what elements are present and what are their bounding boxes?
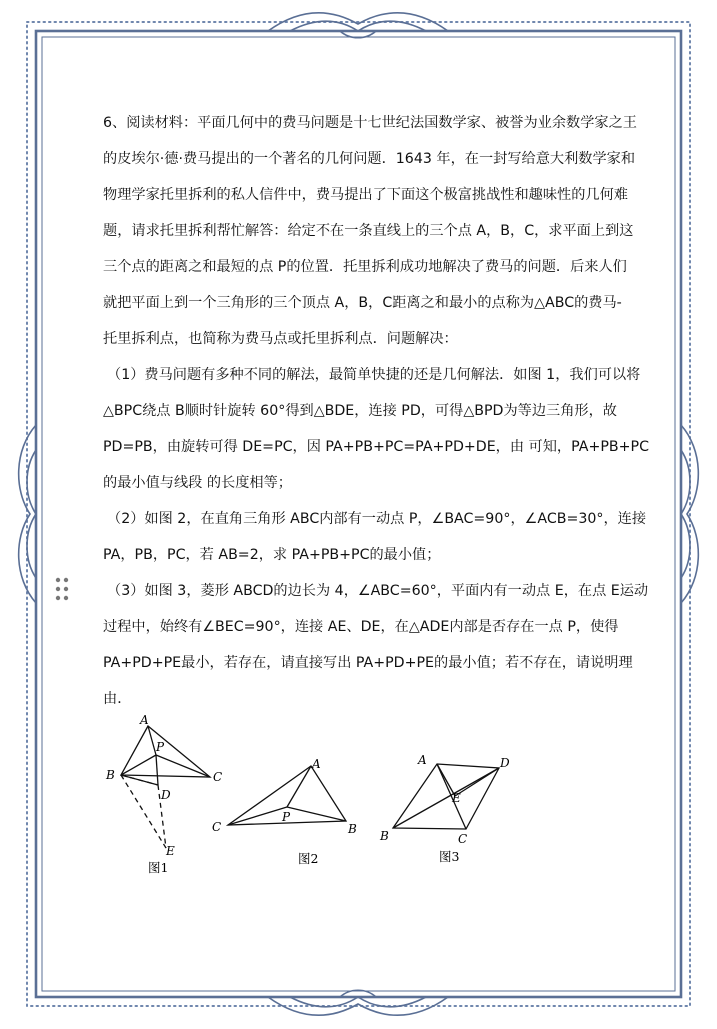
text-line: 过程中，始终有∠BEC=90°，连接 AE、DE，在△ADE内部是否存在一点 P，使得 — [103, 619, 619, 635]
fig3-point-d: D — [500, 756, 510, 770]
fig3-point-e: E — [452, 791, 461, 805]
text-line: 物理学家托里拆利的私人信件中，费马提出了下面这个极富挑战性和趣味性的几何难 — [103, 187, 628, 203]
text-line: PA，PB，PC，若 AB=2，求 PA+PB+PC的最小值； — [103, 547, 441, 563]
text-line: PA+PD+PE最小，若存在，请直接写出 PA+PD+PE的最小值；若不存在，请说明理 — [103, 655, 633, 671]
fig2-caption: 图2 — [298, 851, 319, 866]
text-line: （2）如图 2，在直角三角形 ABC内部有一动点 P，∠BAC=90°，∠ACB=30°，连接 — [107, 511, 647, 527]
text-line: 题，请求托里拆利帮忙解答：给定不在一条直线上的三个点 A，B，C，求平面上到这 — [103, 223, 634, 239]
text-line: 由． — [103, 691, 132, 707]
text-line: 三个点的距离之和最短的点 P的位置．托里拆利成功地解决了费马的问题．后来人们 — [103, 259, 627, 275]
fig3-point-b: B — [380, 829, 389, 843]
figure-2 — [208, 755, 368, 875]
fig3-caption: 图3 — [439, 849, 460, 864]
fig2-point-b: B — [348, 822, 357, 836]
drag-handle-icon[interactable] — [55, 577, 69, 601]
top-ornament — [268, 13, 448, 38]
text-line: 6、阅读材料：平面几何中的费马问题是十七世纪法国数学家、被誉为业余数学家之王 — [103, 115, 637, 131]
text-line: 托里拆利点，也简称为费马点或托里拆利点．问题解决： — [103, 331, 458, 347]
text-line: 的皮埃尔·德·费马提出的一个著名的几何问题．1643 年，在一封写给意大利数学家和 — [103, 151, 636, 167]
text-line: 就把平面上到一个三角形的三个顶点 A，B，C距离之和最小的点称为△ABC的费马- — [103, 295, 622, 311]
fig2-point-c: C — [212, 820, 222, 834]
fig1-caption: 图1 — [148, 860, 169, 875]
fig1-point-d: D — [161, 788, 171, 802]
text-line: PD=PB，由旋转可得 DE=PC，因 PA+PB+PC=PA+PD+DE，由 可知，PA+PB+PC — [103, 439, 650, 455]
fig3-point-a: A — [418, 753, 427, 767]
text-line: （1）费马问题有多种不同的解法，最简单快捷的还是几何解法．如图 1，我们可以将 — [107, 367, 641, 383]
text-line: （3）如图 3，菱形 ABCD的边长为 4，∠ABC=60°，平面内有一动点 E，在点 E运动 — [107, 583, 649, 599]
figure-3 — [375, 748, 520, 873]
text-line: 的最小值与线段 的长度相等； — [103, 475, 292, 491]
bottom-ornament — [268, 990, 448, 1015]
fig2-point-p: P — [282, 810, 291, 824]
text-line: △BPC绕点 B顺时针旋转 60°得到△BDE，连接 PD，可得△BPD为等边三角形，故 — [103, 403, 617, 419]
fig1-point-e: E — [166, 844, 175, 858]
fig1-point-a: A — [140, 713, 149, 727]
fig1-point-p: P — [156, 740, 165, 754]
fig1-point-c: C — [213, 770, 223, 784]
fig2-point-a: A — [312, 757, 321, 771]
triangle-abc — [121, 726, 210, 777]
fig3-point-c: C — [458, 832, 468, 846]
fig1-point-b: B — [106, 768, 115, 782]
